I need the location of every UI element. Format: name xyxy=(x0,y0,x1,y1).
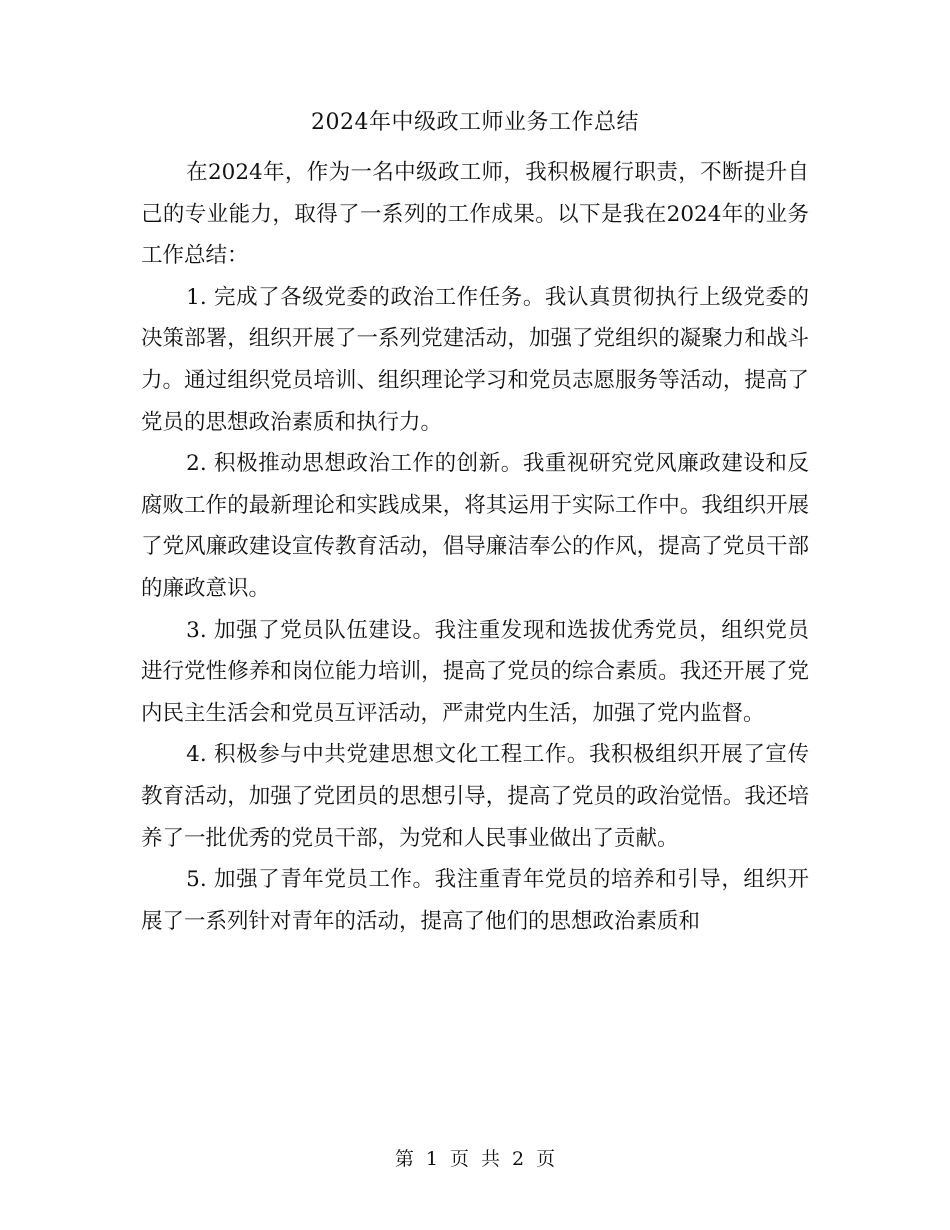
paragraph-item-3: 3. 加强了党员队伍建设。我注重发现和选拔优秀党员，组织党员进行党性修养和岗位能力培训，提高了党员的综合素质。我还开展了党内民主生活会和党员互评活动，严肃党内生活，加强了党内监督。 xyxy=(141,617,809,726)
document-body xyxy=(141,152,809,942)
paragraph-item-4: 4. 积极参与中共党建思想文化工程工作。我积极组织开展了宣传教育活动，加强了党团员的思想引导，提高了党员的政治觉悟。我还培养了一批优秀的党员干部，为党和人民事业做出了贡献。 xyxy=(141,742,809,851)
paragraph-item-5: 5. 加强了青年党员工作。我注重青年党员的培养和引导，组织开展了一系列针对青年的活动，提高了他们的思想政治素质和 xyxy=(141,867,809,934)
page-number-footer: 第 1 页 共 2 页 xyxy=(394,1148,556,1170)
paragraph-item-2: 2. 积极推动思想政治工作的创新。我重视研究党风廉政建设和反腐败工作的最新理论和实践成果，将其运用于实际工作中。我组织开展了党风廉政建设宣传教育活动，倡导廉洁奉公的作风，提高了党员干部的廉政意识。 xyxy=(141,451,809,601)
paragraph-item-1: 1. 完成了各级党委的政治工作任务。我认真贯彻执行上级党委的决策部署，组织开展了一系列党建活动，加强了党组织的凝聚力和战斗力。通过组织党员培训、组织理论学习和党员志愿服务等活动，提高了党员的思想政治素质和执行力。 xyxy=(141,284,809,435)
intro-paragraph: 在2024年，作为一名中级政工师，我积极履行职责，不断提升自己的专业能力，取得了一系列的工作成果。以下是我在2024年的业务工作总结： xyxy=(141,160,809,269)
document-title: 2024年中级政工师业务工作总结 xyxy=(311,110,639,135)
